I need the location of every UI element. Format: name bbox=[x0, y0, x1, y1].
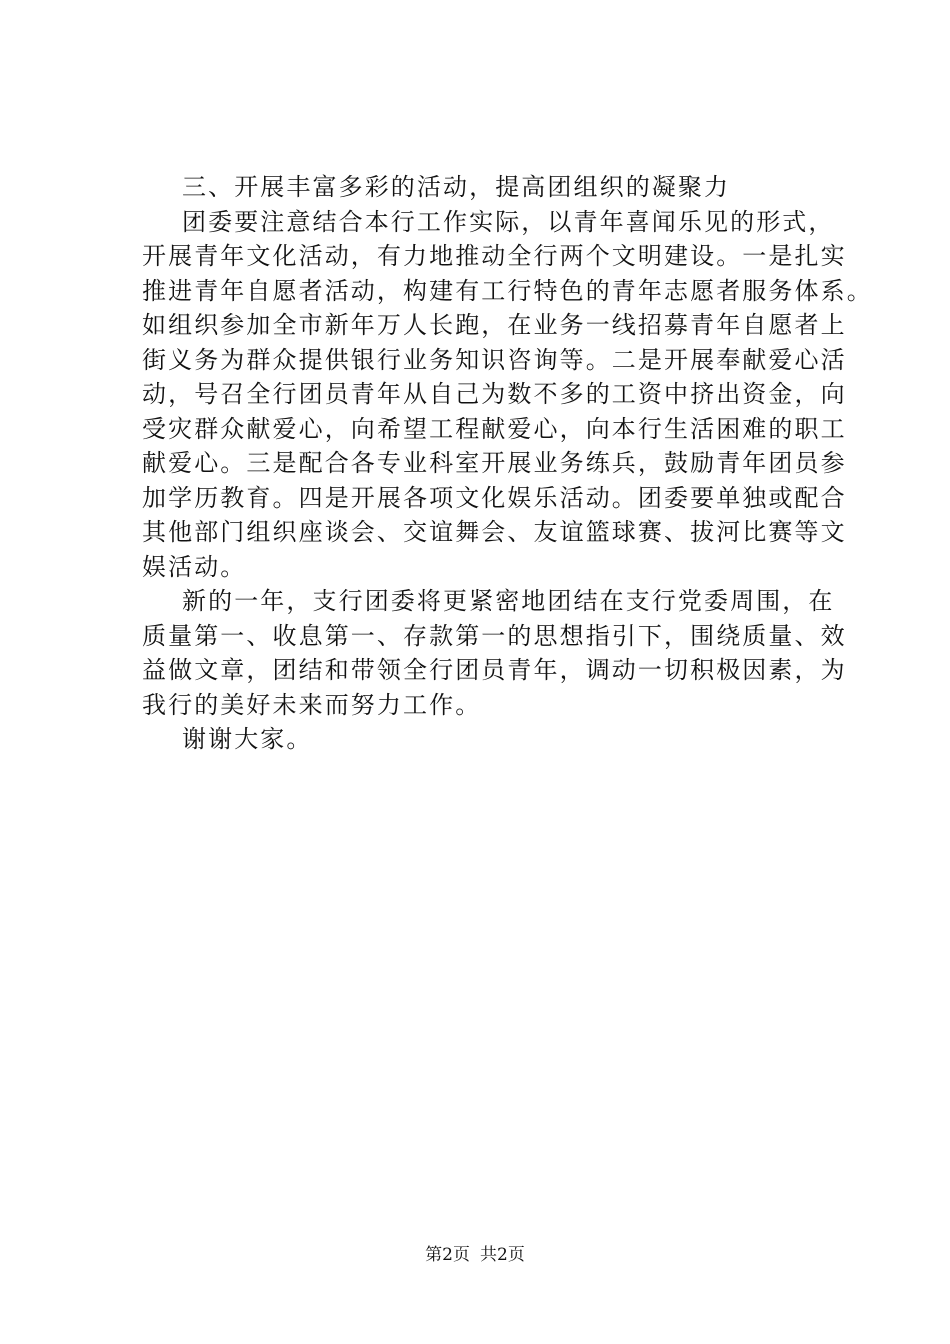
closing-line: 谢谢大家。 bbox=[182, 725, 313, 753]
paragraph-line: 质量第一、收息第一、存款第一的思想指引下，围绕质量、效 bbox=[142, 621, 847, 650]
page-footer bbox=[0, 1243, 950, 1267]
paragraph-line: 开展青年文化活动，有力地推动全行两个文明建设。一是扎实 bbox=[142, 242, 847, 270]
paragraph-line: 团委要注意结合本行工作实际，以青年喜闻乐见的形式， bbox=[182, 207, 835, 236]
paragraph-line: 献爱心。三是配合各专业科室开展业务练兵，鼓励青年团员参 bbox=[142, 449, 847, 477]
page-number: 第2页 bbox=[425, 1245, 470, 1265]
document-body bbox=[142, 170, 873, 757]
paragraph-line: 新的一年，支行团委将更紧密地团结在支行党委周围，在 bbox=[182, 587, 835, 615]
paragraph-line: 街义务为群众提供银行业务知识咨询等。二是开展奉献爱心活 bbox=[142, 345, 847, 374]
section-heading: 三、开展丰富多彩的活动，提高团组织的凝聚力 bbox=[182, 173, 731, 201]
paragraph-line: 娱活动。 bbox=[142, 552, 247, 581]
paragraph-line: 我行的美好未来而努力工作。 bbox=[142, 690, 482, 719]
page-total: 共2页 bbox=[480, 1245, 525, 1265]
paragraph-line: 益做文章，团结和带领全行团员青年，调动一切积极因素，为 bbox=[142, 656, 847, 684]
paragraph-line: 推进青年自愿者活动，构建有工行特色的青年志愿者服务体系。 bbox=[142, 276, 873, 305]
paragraph-line: 受灾群众献爱心，向希望工程献爱心，向本行生活困难的职工 bbox=[142, 414, 847, 443]
paragraph-line: 加学历教育。四是开展各项文化娱乐活动。团委要单独或配合 bbox=[142, 483, 847, 512]
paragraph-line: 如组织参加全市新年万人长跑，在业务一线招募青年自愿者上 bbox=[142, 311, 847, 339]
paragraph-line: 其他部门组织座谈会、交谊舞会、友谊篮球赛、拔河比赛等文 bbox=[142, 518, 847, 546]
paragraph-line: 动，号召全行团员青年从自己为数不多的工资中挤出资金，向 bbox=[142, 380, 847, 408]
